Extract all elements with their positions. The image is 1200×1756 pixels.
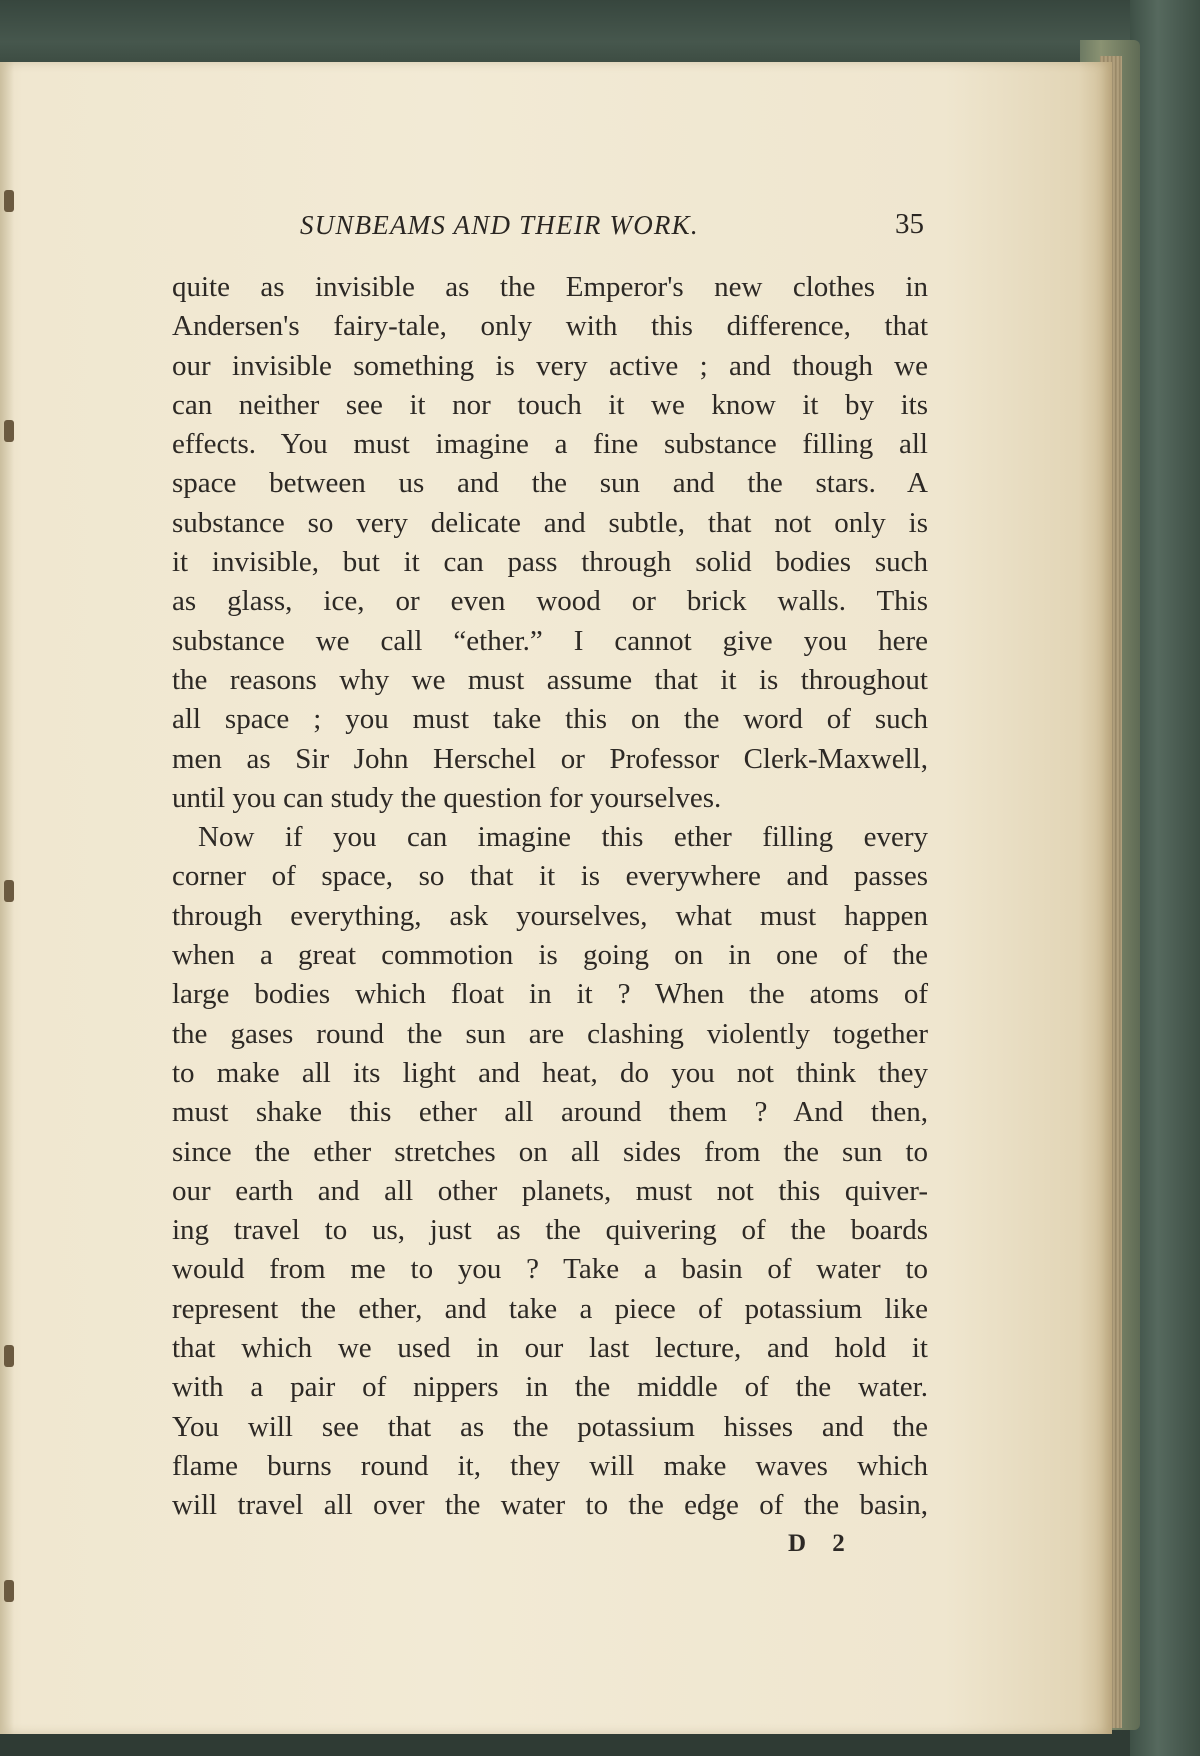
text-line: through everything, ask yourselves, what must happen xyxy=(172,899,928,932)
text-line: represent the ether, and take a piece of potassium like xyxy=(172,1292,928,1325)
text-line: until you can study the question for yourselves. xyxy=(172,781,722,814)
text-line: flame burns round it, they will make waves which xyxy=(172,1449,928,1482)
text-line: effects. You must imagine a fine substance filling all xyxy=(172,428,928,461)
paragraph xyxy=(172,268,928,818)
page-number: 35 xyxy=(895,208,924,240)
text-line: men as Sir John Herschel or Professor Clerk-Maxwell, xyxy=(172,742,928,775)
paragraph xyxy=(172,818,928,1525)
text-line: quite as invisible as the Emperor's new clothes in xyxy=(172,271,928,303)
text-line: large bodies which float in it ? When the atoms of xyxy=(172,978,928,1011)
running-title: SUNBEAMS AND THEIR WORK. xyxy=(300,210,699,240)
body-text xyxy=(172,268,928,1526)
text-line: space between us and the sun and the stars. A xyxy=(172,467,928,500)
binding-stitch xyxy=(4,420,14,442)
binding-stitch xyxy=(4,190,14,212)
book-cover-right xyxy=(1130,0,1200,1756)
text-line: Andersen's fairy-tale, only with this difference, that xyxy=(172,310,928,343)
text-line: it invisible, but it can pass through solid bodies such xyxy=(172,546,928,579)
text-line: as glass, ice, or even wood or brick walls. This xyxy=(172,585,928,618)
text-line: ing travel to us, just as the quivering of the boards xyxy=(172,1214,928,1247)
text-line: with a pair of nippers in the middle of the water. xyxy=(172,1371,928,1404)
text-line: Now if you can imagine this ether filling every xyxy=(198,821,928,854)
text-line: must shake this ether all around them ? And then, xyxy=(172,1096,928,1129)
text-line: substance we call “ether.” I cannot give you here xyxy=(172,624,928,657)
text-line: to make all its light and heat, do you not think they xyxy=(172,1056,928,1089)
text-line: can neither see it nor touch it we know it by its xyxy=(172,388,928,421)
text-line: all space ; you must take this on the word of such xyxy=(172,703,928,736)
text-line: the gases round the sun are clashing violently together xyxy=(172,1017,928,1050)
text-line: would from me to you ? Take a basin of water to xyxy=(172,1253,928,1286)
text-line: our invisible something is very active ; and though we xyxy=(172,349,928,382)
book-cover-top xyxy=(0,0,1200,70)
binding-stitch xyxy=(4,880,14,902)
text-line: our earth and all other planets, must not this quiver- xyxy=(172,1174,928,1207)
binding-stitch xyxy=(4,1345,14,1367)
text-line: since the ether stretches on all sides from the sun to xyxy=(172,1135,928,1168)
text-line: corner of space, so that it is everywhere and passes xyxy=(172,860,928,893)
text-line: You will see that as the potassium hisses and the xyxy=(172,1410,928,1443)
text-line: that which we used in our last lecture, and hold it xyxy=(172,1332,928,1365)
text-line: the reasons why we must assume that it is throughout xyxy=(172,663,928,696)
text-line: substance so very delicate and subtle, that not only is xyxy=(172,506,928,539)
binding-stitch xyxy=(4,1580,14,1602)
text-line: when a great commotion is going on in one of the xyxy=(172,939,928,972)
signature-mark: D 2 xyxy=(788,1530,855,1557)
text-line: will travel all over the water to the edge of the basin, xyxy=(172,1489,928,1522)
